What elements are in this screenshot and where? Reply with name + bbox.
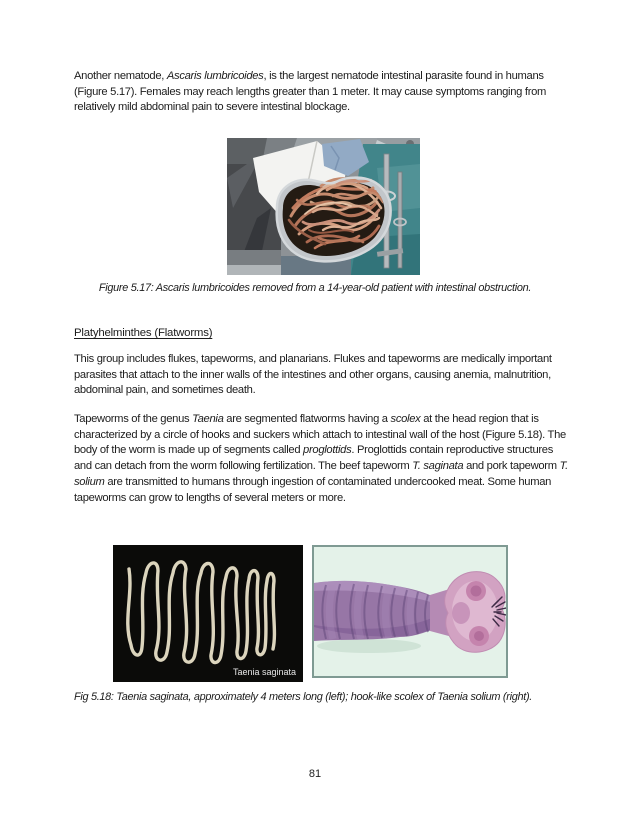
figure-5-18-right-image [312, 545, 508, 678]
page-number: 81 [308, 768, 322, 780]
intro-paragraph: Another nematode, Ascaris lumbricoides, is the largest nematode intestinal parasite found in humans (Figure 5.17). Females may reach lengths greater than 1 meter. It may cause symptoms ranging from relatively mild abdominal pain to severe intestinal blockage. [74, 70, 547, 114]
figure-5-17-image [227, 138, 420, 275]
tapeworms-paragraph: Tapeworms of the genus Taenia are segmented flatworms having a scolex at the head region that is characterized by a circle of hooks and suckers which attach to intestinal wall of the host (Figure 5.18). The body of the worm is made up of segments called proglottids. Proglottids contain reproductive structures and can detach from the worm following fertilization. The beef tapeworm T. saginata and pork tapeworm T. solium are transmitted to humans through ingestion of contaminated undercooked meat. Some human tapeworms can grow to lengths of several meters or more. [74, 413, 568, 504]
ascaris-basin-illustration [227, 138, 420, 275]
section-heading: Platyhelminthes (Flatworms) [74, 327, 213, 339]
taenia-saginata-label: Taenia saginata [232, 667, 296, 677]
figure-5-18-caption: Fig 5.18: Taenia saginata, approximately 4 meters long (left); hook-like scolex of Taenia solium (right). [73, 691, 532, 703]
figure-5-18-left-image [113, 545, 303, 682]
figure-5-17-caption: Figure 5.17: Ascaris lumbricoides removed from a 14-year-old patient with intestinal obstruction. [98, 282, 532, 294]
flukes-paragraph: This group includes flukes, tapeworms, and planarians. Flukes and tapeworms are medically important parasites that attach to the inner walls of the intestines and other organs, causing anemia, malnutrition, abdominal pain, and sometimes death. [74, 353, 552, 397]
taenia-saginata-illustration [113, 545, 303, 682]
taenia-solium-scolex-illustration [314, 547, 506, 676]
